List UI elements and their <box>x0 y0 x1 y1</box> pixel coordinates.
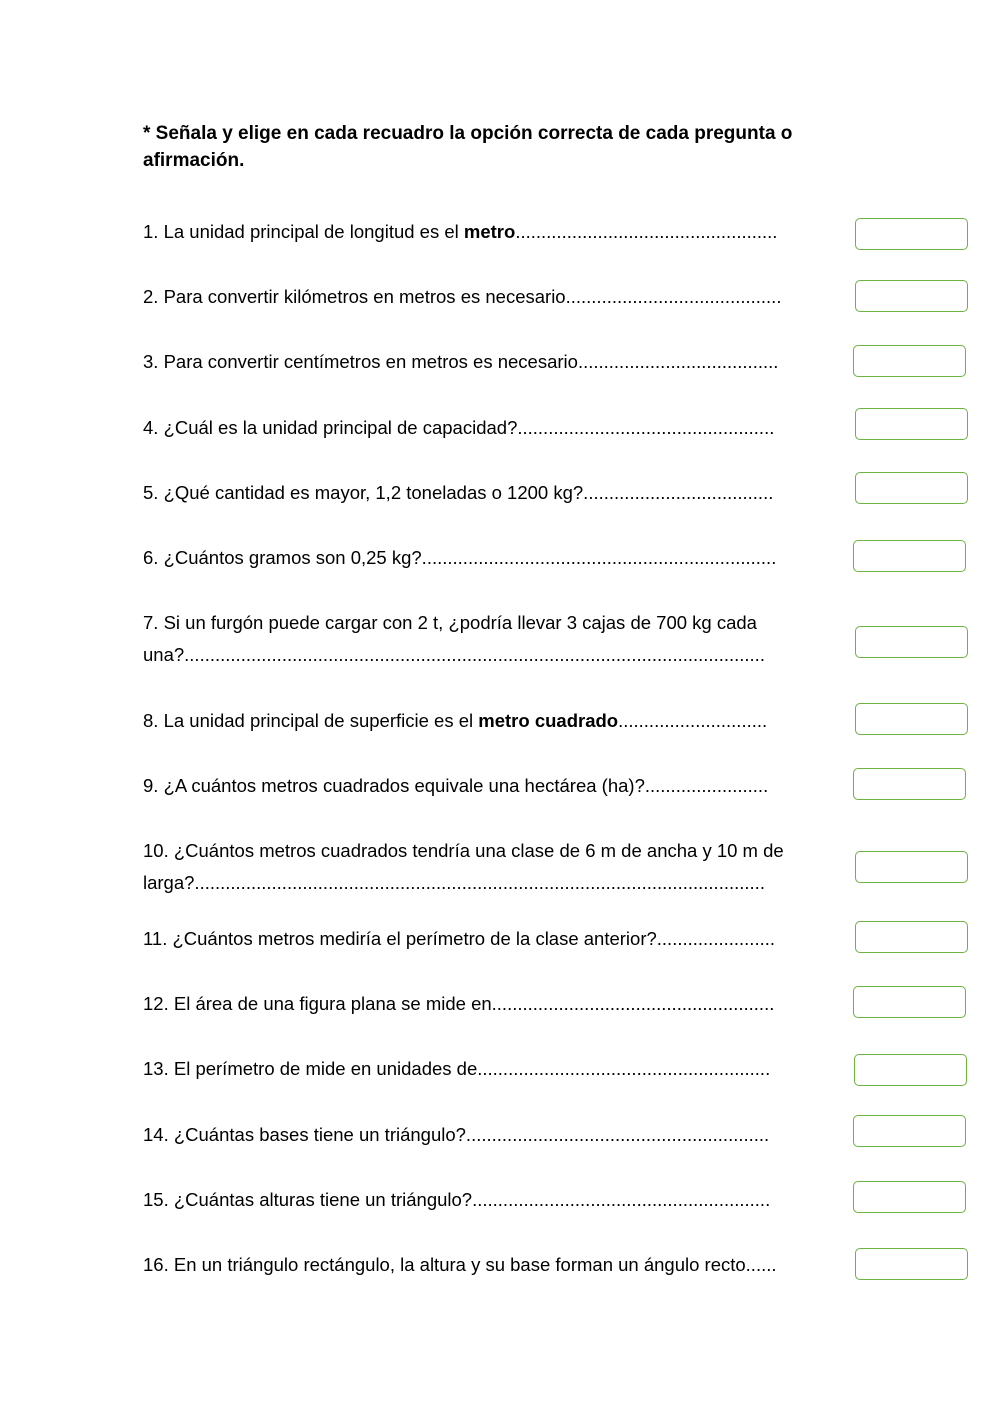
answer-box-8[interactable] <box>855 703 968 735</box>
answer-box-15[interactable] <box>853 1181 966 1213</box>
answer-box-12[interactable] <box>853 986 966 1018</box>
question-text: 13. El perímetro de mide en unidades de......................................................... <box>143 1058 771 1079</box>
question-text: 9. ¿A cuántos metros cuadrados equivale una hectárea (ha)?........................ <box>143 775 769 796</box>
answer-box-6[interactable] <box>853 540 966 572</box>
question-12 <box>143 988 843 1020</box>
question-text: 6. ¿Cuántos gramos son 0,25 kg?..................................................................... <box>143 547 777 568</box>
answer-box-16[interactable] <box>855 1248 968 1280</box>
answer-box-1[interactable] <box>855 218 968 250</box>
question-text: 1. La unidad principal de longitud es el <box>143 221 464 242</box>
answer-box-5[interactable] <box>855 472 968 504</box>
question-13 <box>143 1053 843 1085</box>
question-text: 15. ¿Cuántas alturas tiene un triángulo?.......................................................... <box>143 1189 771 1210</box>
question-1 <box>143 216 843 248</box>
question-text: 5. ¿Qué cantidad es mayor, 1,2 toneladas o 1200 kg?..................................... <box>143 482 774 503</box>
question-3 <box>143 346 843 378</box>
question-16 <box>143 1249 843 1281</box>
answer-box-13[interactable] <box>854 1054 967 1086</box>
answer-box-2[interactable] <box>855 280 968 312</box>
answer-box-14[interactable] <box>853 1115 966 1147</box>
answer-box-3[interactable] <box>853 345 966 377</box>
question-bold-text: metro <box>463 221 516 242</box>
question-10 <box>143 835 843 899</box>
question-dots: ............................. <box>618 710 768 731</box>
question-text: 8. La unidad principal de superficie es el <box>143 710 479 731</box>
question-15 <box>143 1184 843 1216</box>
question-9 <box>143 770 843 802</box>
question-text: 3. Para convertir centímetros en metros es necesario....................................... <box>143 351 779 372</box>
question-11 <box>143 923 843 955</box>
question-7 <box>143 607 843 671</box>
question-text: 7. Si un furgón puede cargar con 2 t, ¿podría llevar 3 cajas de 700 kg cada una?................................................................................................................. <box>143 612 765 665</box>
question-8 <box>143 705 843 737</box>
question-text: 12. El área de una figura plana se mide en....................................................... <box>143 993 775 1014</box>
answer-box-11[interactable] <box>855 921 968 953</box>
question-text: 10. ¿Cuántos metros cuadrados tendría una clase de 6 m de ancha y 10 m de larga?............................................................................................................... <box>143 840 784 893</box>
question-14 <box>143 1119 843 1151</box>
question-bold-text: metro cuadrado <box>478 710 619 731</box>
answer-box-4[interactable] <box>855 408 968 440</box>
question-text: 2. Para convertir kilómetros en metros es necesario.......................................... <box>143 286 782 307</box>
answer-box-10[interactable] <box>855 851 968 883</box>
answer-box-9[interactable] <box>853 768 966 800</box>
question-text: 4. ¿Cuál es la unidad principal de capacidad?.................................................. <box>143 417 775 438</box>
question-2 <box>143 281 843 313</box>
question-6 <box>143 542 843 574</box>
question-dots: ................................................... <box>515 221 778 242</box>
question-text: 16. En un triángulo rectángulo, la altura y su base forman un ángulo recto...... <box>143 1254 777 1275</box>
question-5 <box>143 477 843 509</box>
instructions-heading: * Señala y elige en cada recuadro la opción correcta de cada pregunta o afirmación. <box>143 123 793 171</box>
answer-box-7[interactable] <box>855 626 968 658</box>
question-text: 11. ¿Cuántos metros mediría el perímetro de la clase anterior?....................... <box>143 928 775 949</box>
question-text: 14. ¿Cuántas bases tiene un triángulo?........................................................... <box>143 1124 770 1145</box>
question-4 <box>143 412 843 444</box>
